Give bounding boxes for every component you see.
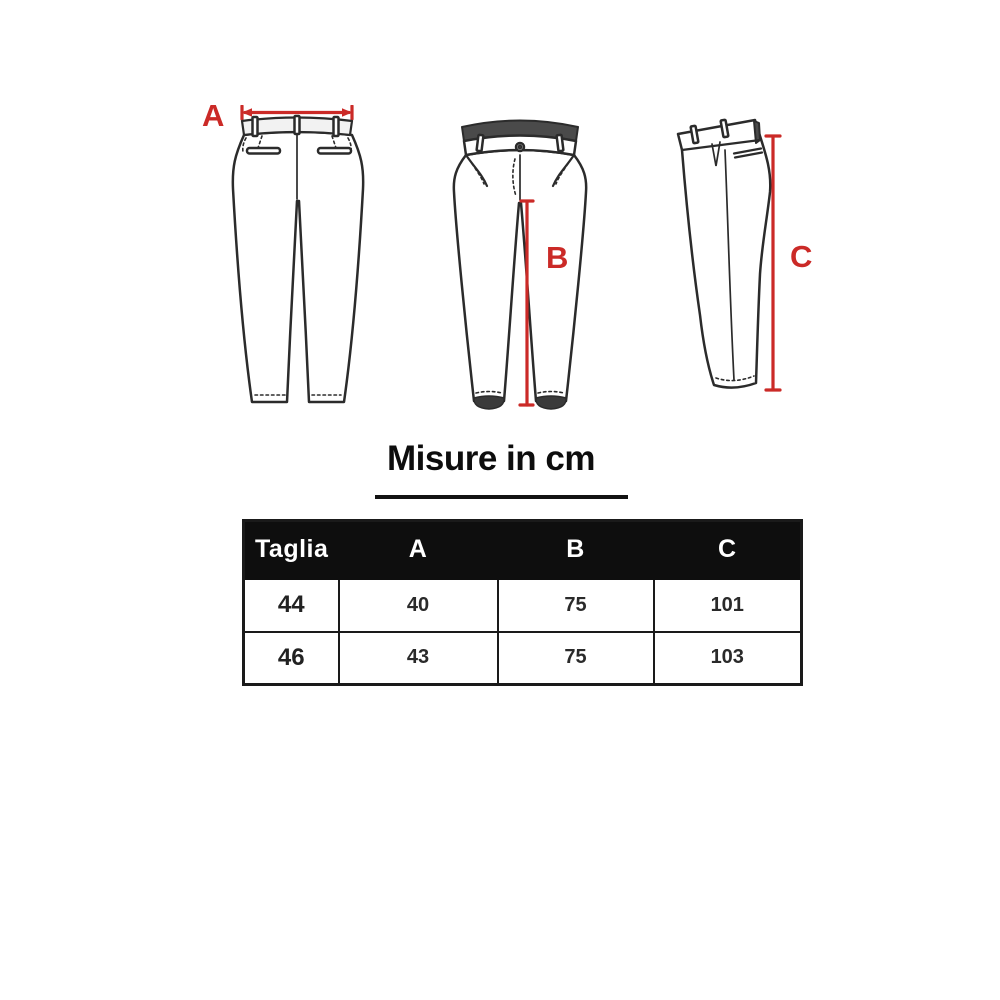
cell-46-c: 103 [654, 632, 802, 685]
header-cell-a: A [339, 521, 498, 579]
header-cell-c: C [654, 521, 802, 579]
size-table-header-row [244, 521, 802, 579]
header-cell-taglia: Taglia [244, 521, 339, 579]
header-cell-b: B [498, 521, 654, 579]
cell-44-c: 101 [654, 579, 802, 632]
title-underline [375, 495, 628, 499]
size-table [242, 519, 803, 686]
size-table-row-46 [244, 632, 802, 685]
pants-front-view-illustration [448, 110, 592, 415]
measure-label-c: C [790, 239, 813, 274]
pants-back-view-illustration [225, 105, 373, 415]
cell-taglia-46: 46 [244, 632, 339, 685]
cell-46-a: 43 [339, 632, 498, 685]
measure-label-a: A [202, 98, 225, 133]
measure-label-b: B [546, 240, 569, 275]
size-table-row-44 [244, 579, 802, 632]
page-title: Misure in cm [387, 439, 595, 478]
cell-44-a: 40 [339, 579, 498, 632]
size-table-container [242, 519, 803, 686]
cell-44-b: 75 [498, 579, 654, 632]
cell-46-b: 75 [498, 632, 654, 685]
cell-taglia-44: 44 [244, 579, 339, 632]
